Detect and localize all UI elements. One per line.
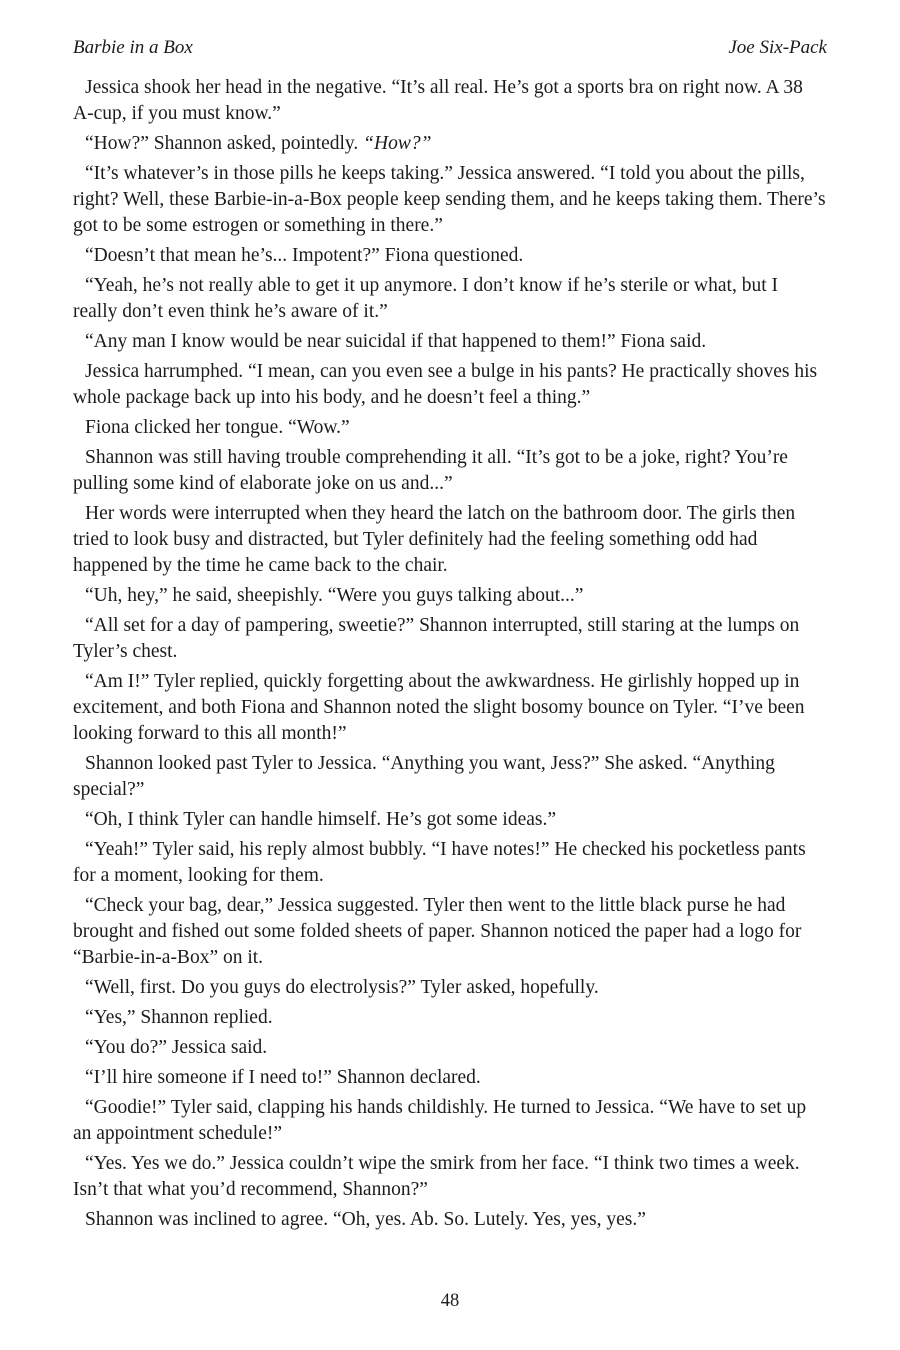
paragraph xyxy=(73,329,827,355)
paragraph xyxy=(73,1065,827,1091)
paragraph-text: “Am I!” Tyler replied, quickly forgetting about the awkwardness. He girlishly hopped up in excitement, and both Fiona and Shannon noted the slight bosomy bounce on Tyler. “I’ve been looking forward to this all month!” xyxy=(73,671,805,744)
running-head xyxy=(73,36,827,60)
paragraph xyxy=(73,161,827,239)
paragraph-text: “It’s whatever’s in those pills he keeps taking.” Jessica answered. “I told you about the pills, right? Well, these Barbie-in-a-Box people keep sending them, and he keeps taking them. There’s got to be some estrogen or something in there.” xyxy=(73,163,826,236)
paragraph xyxy=(73,975,827,1001)
paragraph xyxy=(73,273,827,325)
paragraph xyxy=(73,1095,827,1147)
paragraph xyxy=(73,807,827,833)
running-head-author: Joe Six-Pack xyxy=(728,37,827,58)
paragraph xyxy=(73,501,827,579)
page-body xyxy=(73,75,827,1233)
paragraph-italic-text: “How?” xyxy=(363,133,432,154)
paragraph-text: “Check your bag, dear,” Jessica suggested. Tyler then went to the little black purse he had brought and fished out some folded sheets of paper. Shannon noticed the paper had a logo for “Barbie-in-a-Box” on it. xyxy=(73,895,802,968)
paragraph-text: Shannon was inclined to agree. “Oh, yes. Ab. So. Lutely. Yes, yes, yes.” xyxy=(85,1209,646,1230)
paragraph-text: Fiona clicked her tongue. “Wow.” xyxy=(85,417,350,438)
paragraph-text: “Yes. Yes we do.” Jessica couldn’t wipe the smirk from her face. “I think two times a week. Isn’t that what you’d recommend, Shannon?” xyxy=(73,1153,800,1200)
paragraph xyxy=(73,75,827,127)
paragraph xyxy=(73,1005,827,1031)
page-number: 48 xyxy=(440,1291,460,1311)
paragraph xyxy=(73,751,827,803)
paragraph xyxy=(73,359,827,411)
paragraph-text: “Oh, I think Tyler can handle himself. He’s got some ideas.” xyxy=(85,809,557,830)
paragraph-text: “Uh, hey,” he said, sheepishly. “Were you guys talking about...” xyxy=(85,585,584,606)
paragraph xyxy=(73,1151,827,1203)
running-head-title: Barbie in a Box xyxy=(73,37,193,58)
paragraph-text: “Any man I know would be near suicidal if that happened to them!” Fiona said. xyxy=(85,331,707,352)
paragraph-text: “Well, first. Do you guys do electrolysis?” Tyler asked, hopefully. xyxy=(85,977,599,998)
paragraph xyxy=(73,583,827,609)
paragraph-text: “Goodie!” Tyler said, clapping his hands childishly. He turned to Jessica. “We have to set up an appointment schedule!” xyxy=(73,1097,807,1144)
paragraph xyxy=(73,415,827,441)
paragraph-text: Shannon was still having trouble comprehending it all. “It’s got to be a joke, right? You’re pulling some kind of elaborate joke on us and...” xyxy=(73,447,788,494)
paragraph xyxy=(73,893,827,971)
paragraph xyxy=(73,445,827,497)
paragraph xyxy=(73,1207,827,1233)
paragraph xyxy=(73,669,827,747)
page-footer xyxy=(0,1291,900,1312)
paragraph xyxy=(73,131,827,157)
paragraph-text: Jessica shook her head in the negative. “It’s all real. He’s got a sports bra on right now. A 38 A-cup, if you must know.” xyxy=(73,77,803,124)
paragraph xyxy=(73,613,827,665)
paragraph-text: “How?” Shannon asked, pointedly. xyxy=(85,133,364,154)
paragraph xyxy=(73,837,827,889)
paragraph-text: “Yeah!” Tyler said, his reply almost bubbly. “I have notes!” He checked his pocketless pants for a moment, looking for them. xyxy=(73,839,806,886)
paragraph-text: Shannon looked past Tyler to Jessica. “Anything you want, Jess?” She asked. “Anything special?” xyxy=(73,753,775,800)
paragraph xyxy=(73,1035,827,1061)
paragraph-text: Jessica harrumphed. “I mean, can you even see a bulge in his pants? He practically shoves his whole package back up into his body, and he doesn’t feel a thing.” xyxy=(73,361,818,408)
paragraph xyxy=(73,243,827,269)
paragraph-text: “Yeah, he’s not really able to get it up anymore. I don’t know if he’s sterile or what, but I really don’t even think he’s aware of it.” xyxy=(73,275,779,322)
paragraph-text: “Yes,” Shannon replied. xyxy=(85,1007,273,1028)
paragraph-text: “You do?” Jessica said. xyxy=(85,1037,268,1058)
paragraph-text: “Doesn’t that mean he’s... Impotent?” Fiona questioned. xyxy=(85,245,524,266)
paragraph-text: “I’ll hire someone if I need to!” Shannon declared. xyxy=(85,1067,481,1088)
paragraph-text: “All set for a day of pampering, sweetie?” Shannon interrupted, still staring at the lumps on Tyler’s chest. xyxy=(73,615,800,662)
paragraph-text: Her words were interrupted when they heard the latch on the bathroom door. The girls then tried to look busy and distracted, but Tyler definitely had the feeling something odd had happened by the time he came back to the chair. xyxy=(73,503,796,576)
